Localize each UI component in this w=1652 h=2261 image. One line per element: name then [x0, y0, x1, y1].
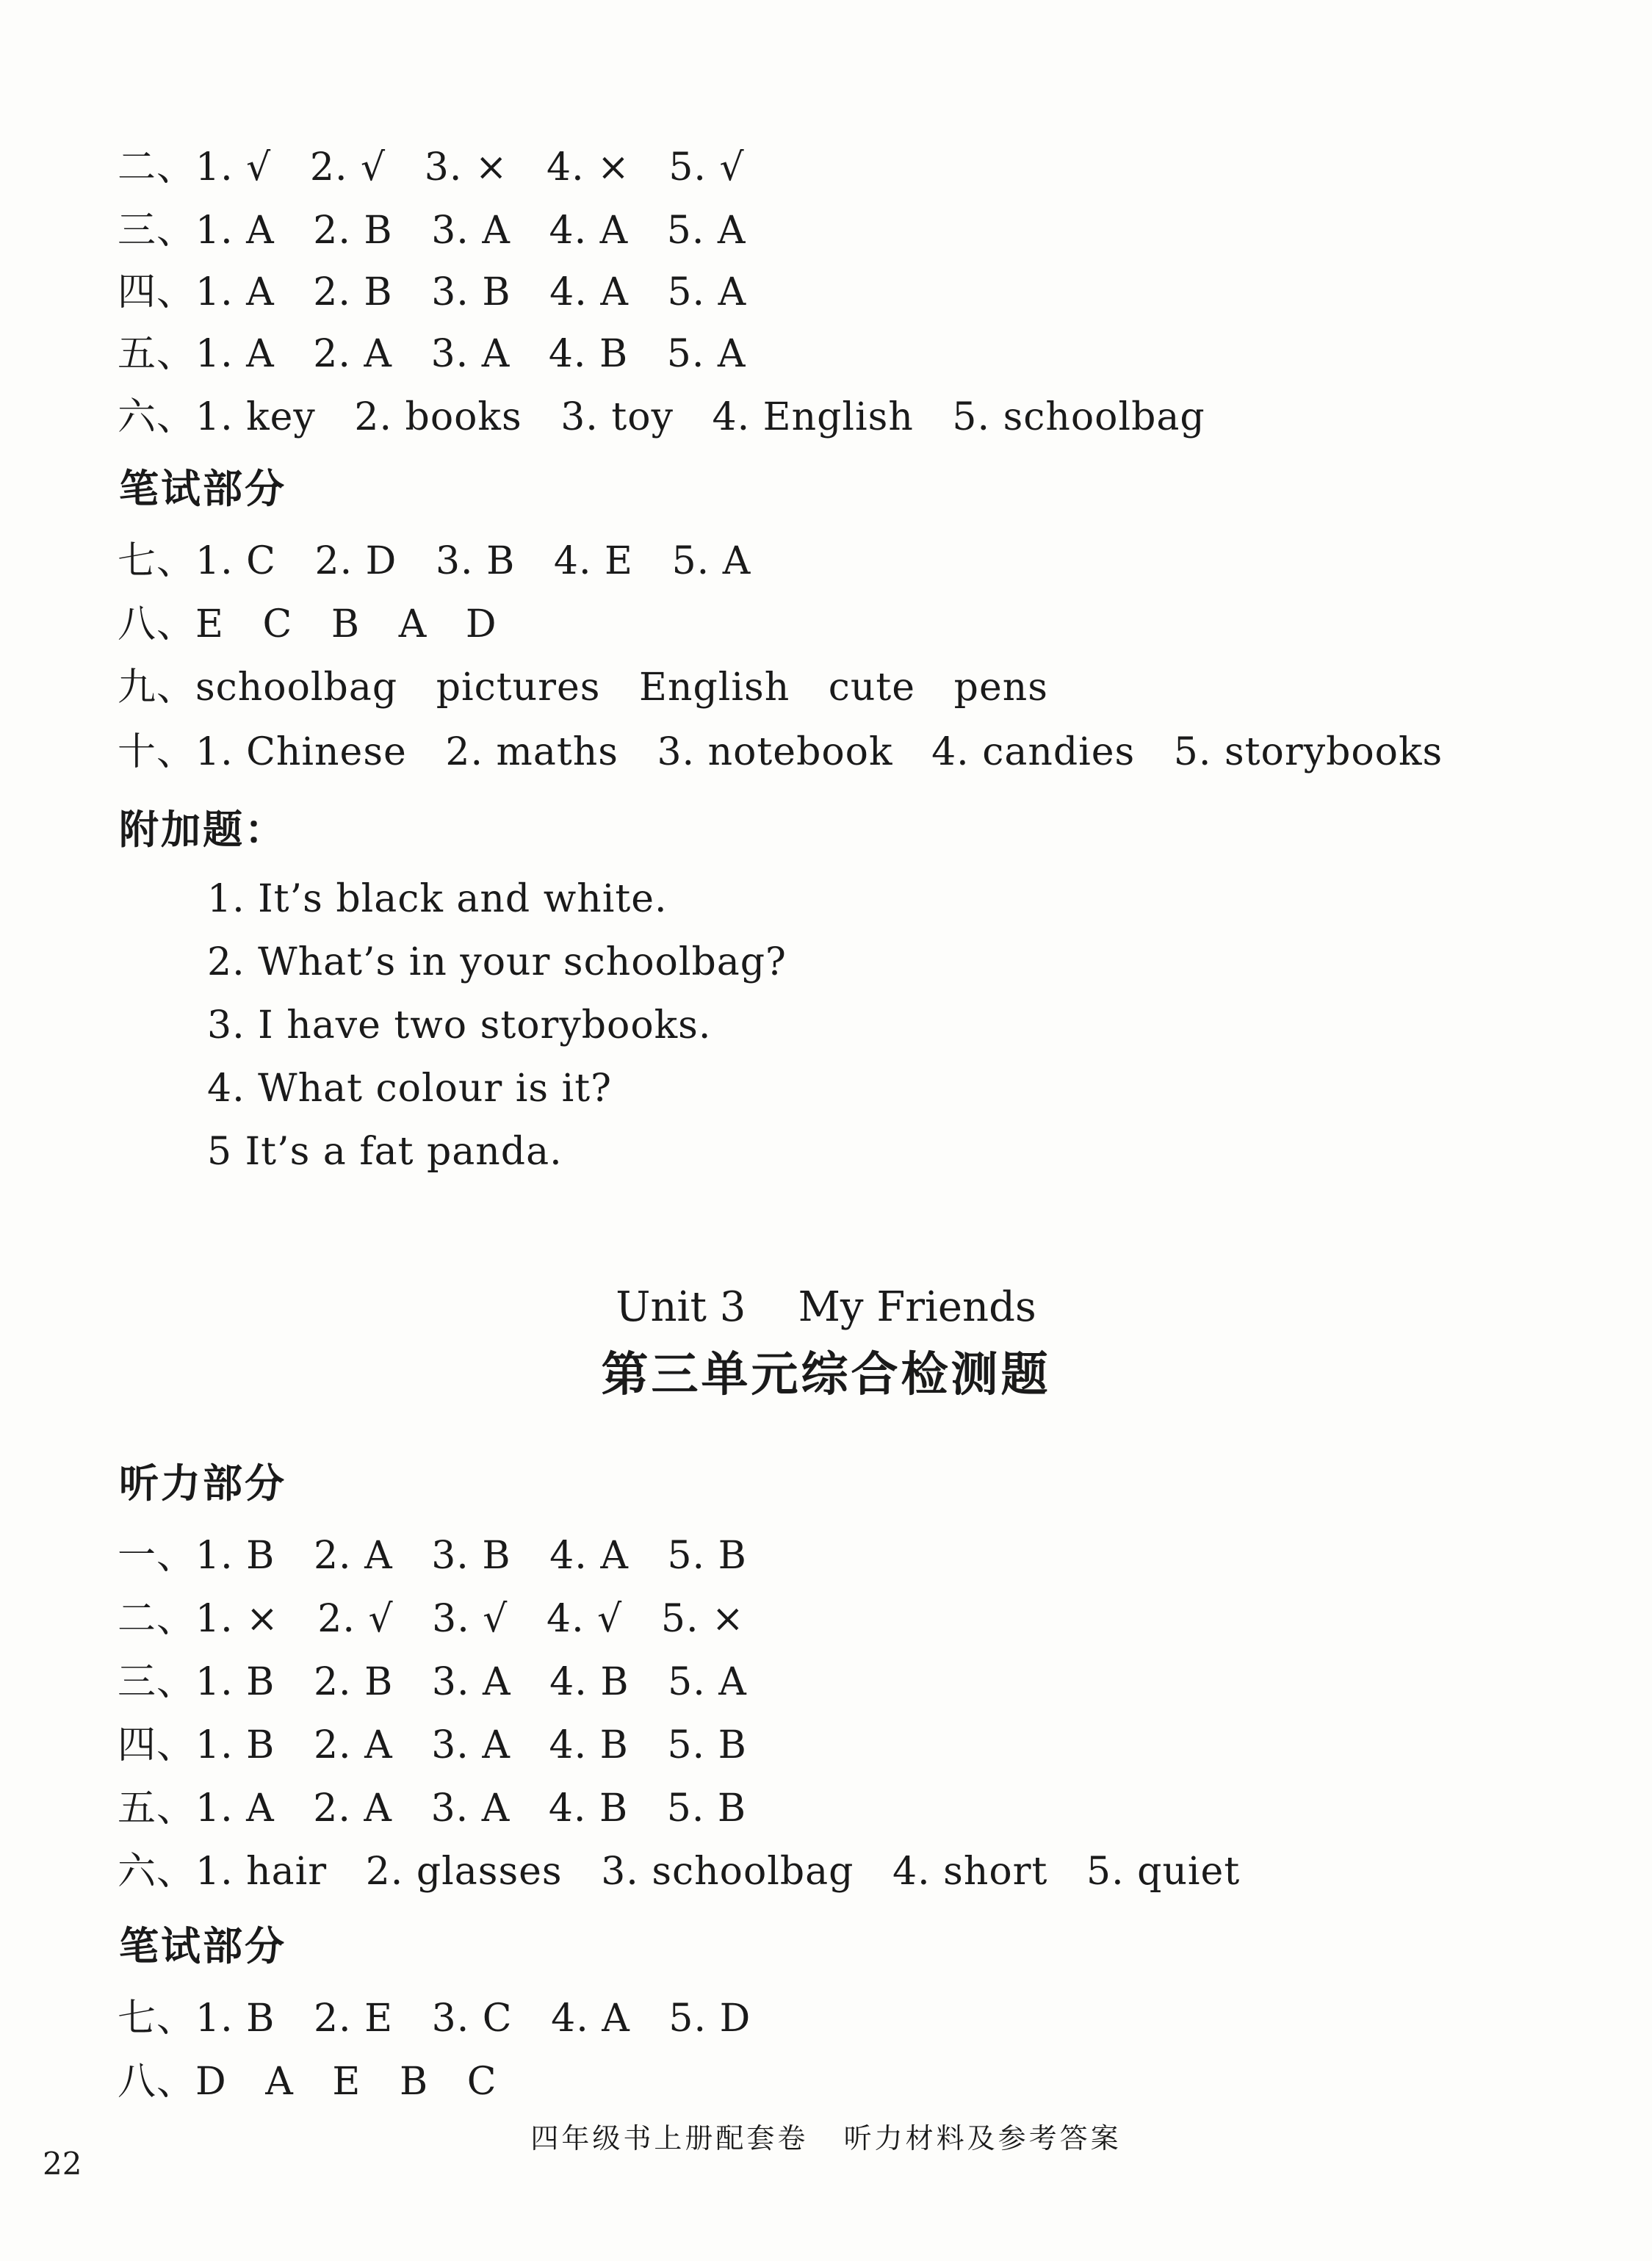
unit3-answer-line-2: 二、1. × 2. √ 3. √ 4. √ 5. × [118, 1597, 745, 1641]
unit3-answer-line-7: 七、1. B 2. E 3. C 4. A 5. D [118, 1997, 751, 2041]
listening-section-heading: 听力部分 [119, 1460, 286, 1507]
unit3-written-section-heading: 笔试部分 [119, 1923, 286, 1969]
answer-line-6: 六、1. key 2. books 3. toy 4. English 5. schoolbag [118, 395, 1205, 439]
answer-line-7: 七、1. C 2. D 3. B 4. E 5. A [118, 539, 751, 583]
answer-line-9: 九、schoolbag pictures English cute pens [118, 666, 1048, 710]
unit3-answer-line-3: 三、1. B 2. B 3. A 4. B 5. A [118, 1660, 747, 1704]
bonus-line-3: 3. I have two storybooks. [207, 1003, 712, 1047]
unit3-answer-line-5: 五、1. A 2. A 3. A 4. B 5. B [118, 1786, 747, 1831]
written-section-heading: 笔试部分 [119, 466, 286, 512]
bonus-line-5: 5 It’s a fat panda. [207, 1130, 563, 1174]
unit-subtitle: 第三单元综合检测题 [601, 1348, 1051, 1402]
bonus-heading: 附加题： [119, 807, 286, 853]
unit3-answer-line-6: 六、1. hair 2. glasses 3. schoolbag 4. short 5. quiet [118, 1850, 1241, 1894]
unit3-answer-line-1: 一、1. B 2. A 3. B 4. A 5. B [118, 1534, 747, 1578]
answer-line-2: 二、1. √ 2. √ 3. × 4. × 5. √ [118, 145, 745, 190]
unit-title: Unit 3 My Friends [616, 1283, 1036, 1331]
answer-line-4: 四、1. A 2. B 3. B 4. A 5. A [118, 270, 747, 314]
unit3-answer-line-4: 四、1. B 2. A 3. A 4. B 5. B [118, 1723, 747, 1767]
answer-line-10: 十、1. Chinese 2. maths 3. notebook 4. candies 5. storybooks [118, 730, 1443, 774]
answer-line-5: 五、1. A 2. A 3. A 4. B 5. A [118, 332, 746, 376]
page-footer: 四年级书上册配套卷 听力材料及参考答案 [530, 2122, 1122, 2154]
bonus-line-2: 2. What’s in your schoolbag? [207, 940, 787, 984]
page-number: 22 [43, 2146, 82, 2182]
unit3-answer-line-8: 八、D A E B C [118, 2060, 497, 2104]
answer-line-8: 八、E C B A D [118, 602, 497, 646]
bonus-line-1: 1. It’s black and white. [207, 877, 668, 921]
answer-line-3: 三、1. A 2. B 3. A 4. A 5. A [118, 209, 746, 253]
bonus-line-4: 4. What colour is it? [207, 1067, 613, 1111]
